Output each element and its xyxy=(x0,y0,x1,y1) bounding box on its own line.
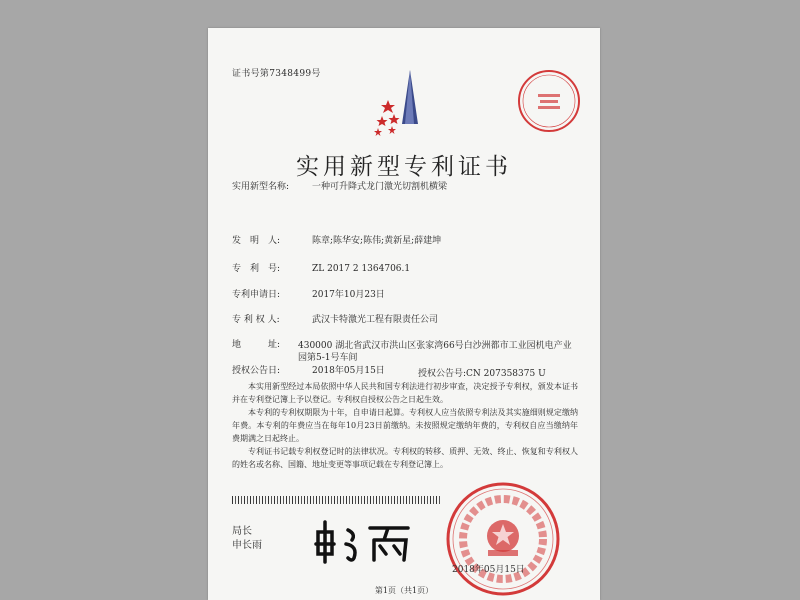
body-paragraph-1: 本实用新型经过本局依照中华人民共和国专利法进行初步审查，决定授予专利权，颁发本证书并在专利登记簿上予以登记。专利权自授权公告之日起生效。 xyxy=(232,382,578,404)
utility-model-name-row xyxy=(232,182,447,193)
director-title: 局长 xyxy=(232,526,252,537)
patent-number-value: ZL 2017 2 1364706.1 xyxy=(312,264,411,274)
utility-model-name-value: 一种可升降式龙门激光切割机横梁 xyxy=(312,182,448,192)
patent-office-emblem-icon xyxy=(358,66,448,138)
patent-number-label: 专 利 号: xyxy=(232,264,281,274)
inventor-row xyxy=(232,236,441,247)
barcode-strip xyxy=(232,496,442,504)
director-block xyxy=(232,525,262,553)
grant-date-row xyxy=(232,366,385,377)
filing-date-value: 2017年10月23日 xyxy=(312,290,385,300)
body-paragraph-2: 本专利的专利权期限为十年，自申请日起算。专利权人应当依照专利法及其实施细则规定缴纳年费。本专利的年费应当在每年10月23日前缴纳。未按照规定缴纳年费的，专利权自应当缴纳年费期满之日起终止。 xyxy=(232,408,578,443)
certificate-number: 证书号第7348499号 xyxy=(232,69,321,79)
utility-model-name-label: 实用新型名称: xyxy=(232,182,290,192)
patent-number-row xyxy=(232,264,410,275)
body-paragraph-3: 专利证书记载专利权登记时的法律状况。专利权的转移、质押、无效、终止、恢复和专利权人的姓名或名称、国籍、地址变更等事项记载在专利登记簿上。 xyxy=(232,447,578,469)
inventor-value: 陈章;陈华安;陈伟;黄新星;薛建坤 xyxy=(312,236,442,246)
small-red-seal-icon xyxy=(516,68,582,134)
director-name: 申长雨 xyxy=(232,540,262,551)
certificate-body xyxy=(232,380,578,471)
seal-date: 2018年05月15日 xyxy=(452,565,525,575)
patentee-label: 专 利 权 人: xyxy=(232,315,280,325)
filing-date-row xyxy=(232,290,385,301)
inventor-label: 发 明 人: xyxy=(232,236,281,246)
grant-number-row xyxy=(418,366,546,379)
address-label: 地 址: xyxy=(232,340,281,350)
national-ip-office-seal-icon xyxy=(444,480,562,598)
grant-date-value: 2018年05月15日 xyxy=(312,366,385,376)
director-signature-icon xyxy=(308,514,418,566)
certificate-title: 实用新型专利证书 xyxy=(296,154,512,180)
address-value: 430000 湖北省武汉市洪山区张家湾66号白沙洲都市工业园机电产业园第5-1号车间 xyxy=(298,341,572,363)
filing-date-label: 专利申请日: xyxy=(232,290,281,300)
certificate-page xyxy=(208,28,600,600)
page-number: 第1页（共1页） xyxy=(374,586,434,595)
grant-date-label: 授权公告日: xyxy=(232,366,281,376)
patentee-value: 武汉卡特激光工程有限责任公司 xyxy=(312,315,439,325)
grant-number-value: CN 207358375 U xyxy=(466,369,546,379)
patentee-row xyxy=(232,315,438,326)
grant-number-label: 授权公告号: xyxy=(418,369,467,379)
